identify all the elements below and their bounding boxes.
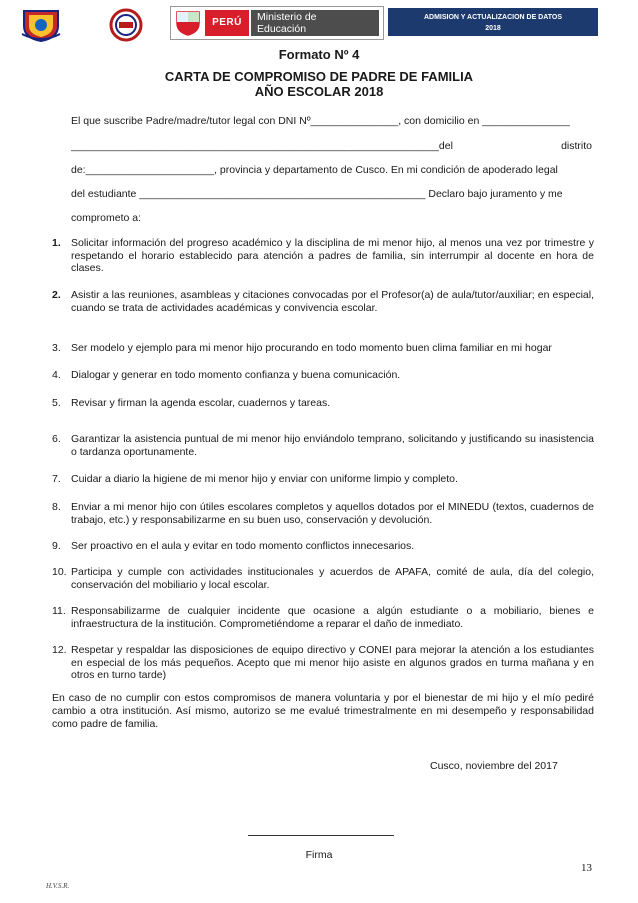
intro-line-5: comprometo a: (71, 212, 142, 224)
item-text: Revisar y firman la agenda escolar, cuadernos y tareas. (71, 397, 331, 409)
list-item (52, 605, 594, 630)
item-number: 8. (52, 501, 61, 513)
ministerio-educacion-logo (170, 6, 384, 40)
list-item (52, 289, 594, 314)
ministerio-line1: Ministerio de (257, 11, 317, 23)
item-number: 3. (52, 342, 61, 354)
list-item (52, 433, 594, 458)
ministerio-label (251, 10, 379, 36)
item-number: 12. (52, 644, 67, 656)
item-text: Respetar y respaldar las disposiciones de equipo directivo y CONEI para mejorar la atención a los estudiantes en especial de los más pequeños. Acepto que mi menor hijo asiste en algunos grados en turma mañana y en otros en turno tarde) (71, 644, 594, 681)
list-item (52, 566, 594, 591)
item-number: 10. (52, 566, 67, 578)
item-number: 7. (52, 473, 61, 485)
intro-line-2a: _______________________________________________________________del (71, 140, 453, 152)
list-item (52, 473, 594, 486)
list-item (52, 397, 594, 410)
list-item (52, 540, 594, 553)
item-number: 5. (52, 397, 61, 409)
item-text: Enviar a mi menor hijo con útiles escolares completos y aquellos dotados por el MINEDU (textos, cuadernos de trabajo, etc.) y responsabilizarme en su buen uso, conservación y devolución. (71, 501, 594, 526)
item-number: 2. (52, 289, 61, 301)
list-item (52, 369, 594, 382)
item-text: Ser modelo y ejemplo para mi menor hijo procurando en todo momento buen clima familiar en mi hogar (71, 342, 552, 354)
item-text: Garantizar la asistencia puntual de mi menor hijo enviándolo temprano, solicitando y justificando su inasistencia o tardanza oportunamente. (71, 433, 594, 458)
item-number: 9. (52, 540, 61, 552)
signature-label: Firma (305, 849, 333, 861)
item-number: 4. (52, 369, 61, 381)
banner-line1: ADMISION Y ACTUALIZACION DE DATOS (423, 14, 563, 21)
list-item (52, 501, 594, 526)
item-number: 1. (52, 237, 61, 249)
item-text: Responsabilizarme de cualquier incidente que ocasione a algún estudiante o a mobiliario, bienes e infraestructura de la institución. Comprometiéndome a reparar el daño de inmediato. (71, 605, 594, 630)
item-text: Dialogar y generar en todo momento confianza y buena comunicación. (71, 369, 401, 381)
admission-banner (388, 8, 598, 36)
city-date: Cusco, noviembre del 2017 (430, 760, 558, 772)
ugel-logo (106, 8, 146, 42)
intro-line-1: El que suscribe Padre/madre/tutor legal con DNI Nº_______________, con domicilio en _______________ (71, 115, 570, 127)
item-number: 6. (52, 433, 61, 445)
document-subtitle: AÑO ESCOLAR 2018 (254, 84, 384, 99)
item-text: Asistir a las reuniones, asambleas y citaciones convocadas por el Profesor(a) de aula/tutor/auxiliar; en especial, cuando se trata de actividades académicas y convivencia escolar. (71, 289, 594, 314)
list-item (52, 342, 594, 355)
list-item (52, 237, 594, 275)
item-text: Participa y cumple con actividades institucionales y acuerdos de APAFA, comité de aula, día del colegio, conservación del mobiliario y local escolar. (71, 566, 594, 591)
intro-line-4: del estudiante _________________________________________________ Declaro bajo juramento y me (71, 188, 563, 200)
item-text: Cuidar a diario la higiene de mi menor hijo y enviar con uniforme limpio y completo. (71, 473, 458, 485)
intro-line-2 (71, 140, 592, 152)
ministerio-line2: Educación (257, 23, 307, 35)
closing-paragraph: En caso de no cumplir con estos compromisos de manera voluntaria y por el bienestar de mi hijo y el mío pediré cambio a otra institución. Así mismo, autorizo se me evalué trimestralmente en mi desempeño y responsabilidad como padre de familia. (52, 692, 594, 730)
document-title: CARTA DE COMPROMISO DE PADRE DE FAMILIA (164, 69, 474, 84)
banner-line2: 2018 (485, 25, 501, 32)
peru-label: PERÚ (205, 10, 249, 36)
item-text: Ser proactivo en el aula y evitar en todo momento conflictos innecesarios. (71, 540, 415, 552)
intro-line-3: de:______________________, provincia y departamento de Cusco. En mi condición de apoderado legal (71, 164, 558, 176)
peru-shield-icon (174, 10, 202, 36)
list-item (52, 644, 594, 682)
school-crest-logo (20, 8, 62, 42)
item-number: 11. (52, 605, 66, 617)
page-number: 13 (581, 862, 592, 874)
signature-line (248, 835, 394, 836)
intro-line-2b: distrito (561, 140, 592, 152)
author-initials: H.V.S.R. (46, 882, 70, 890)
formato-number: Formato Nº 4 (278, 47, 360, 62)
item-text: Solicitar información del progreso académico y la disciplina de mi menor hijo, al menos una vez por trimestre y respetando el horario establecido para atención a padres de familia, sin interrumpir al docente en hora de clases. (71, 237, 594, 274)
page-header (0, 0, 638, 42)
